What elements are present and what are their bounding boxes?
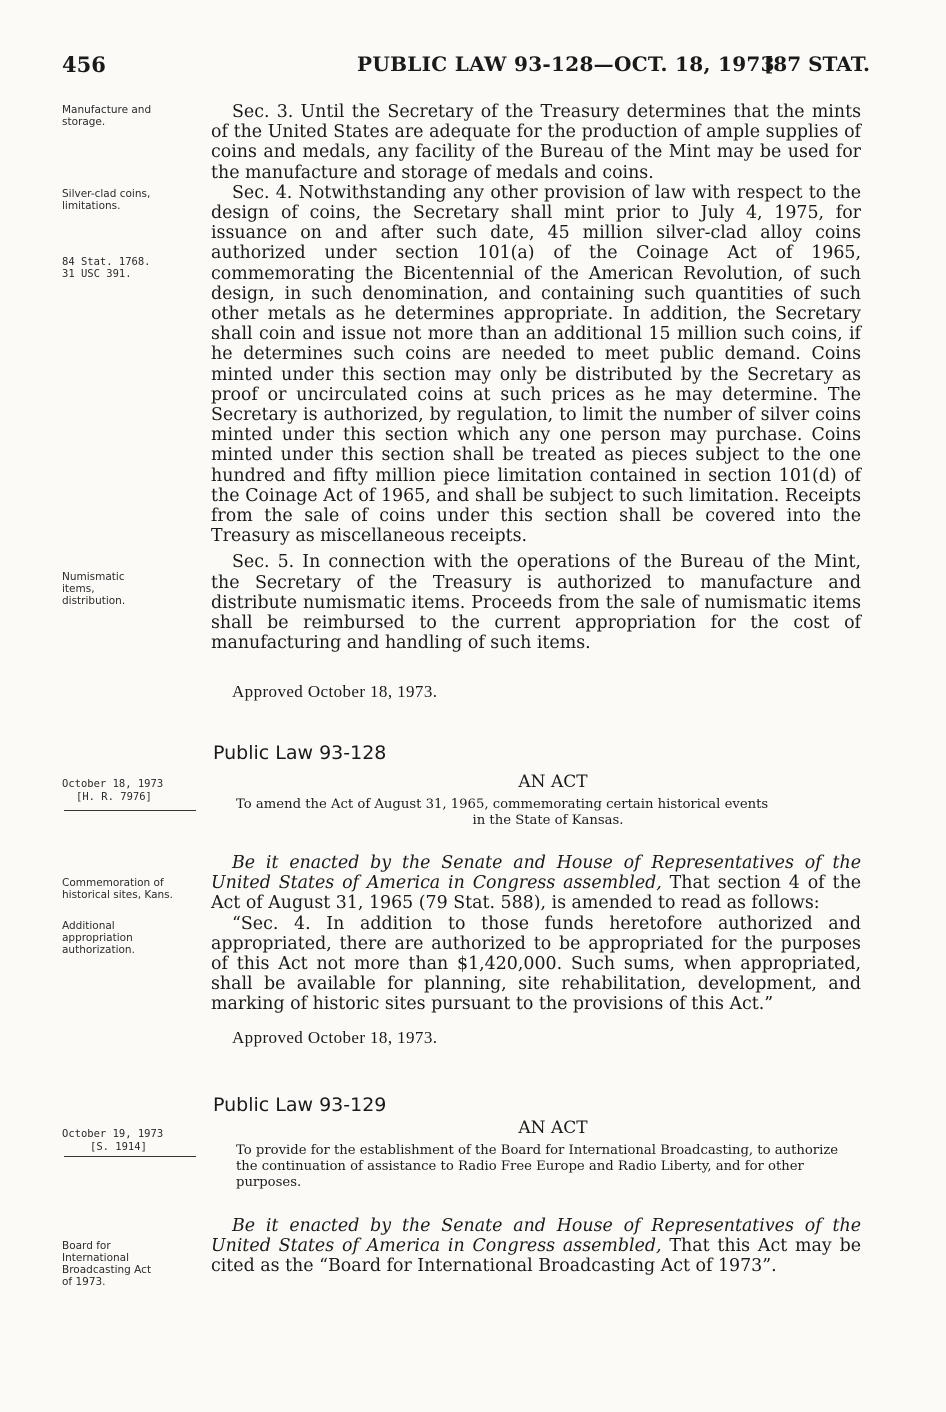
margin-note-board: Board for International Broadcasting Act of 1973. [62, 1240, 152, 1288]
public-law-93-129-title: Public Law 93-129 [213, 1094, 387, 1116]
enacting-formula: Be it enacted by the Senate and House of Representatives of the United States of America in Congress assembled, [211, 853, 861, 894]
margin-note-numismatic: Numismatic items, distribution. [62, 571, 126, 607]
enacting-text: That section 4 of the Act of August 31, 1965 (79 Stat. 588), is amended to read as follows: [211, 873, 861, 914]
public-law-93-128-title: Public Law 93-128 [213, 742, 387, 764]
section-3: Sec. 3. Until the Secretary of the Treasury determines that the mints of the United States are adequate for the production of ample supplies of coins and medals, any facility of the Bureau of the Mint may be used for the manufacture and storage of medals and coins. [211, 102, 861, 183]
margin-note-manufacture: Manufacture and storage. [62, 104, 152, 128]
section-4: Sec. 4. Notwithstanding any other provision of law with respect to the design of coins, the Secretary shall mint prior to July 4, 1975, for issuance on and after such date, 45 million silver-clad alloy coins authorized under section 101(a) of the Coinage Act of 1965, commemorating the Bicentennial of the American Revolution, of such design, in such denomination, and containing such quantities of such other metals as he determines appropriate. In addition, the Secretary shall coin and issue not more than an additional 15 million such coins, if he determines such coins are needed to meet public demand. Coins minted under this section may only be distributed by the Secretary as proof or uncirculated coins at such prices as he may determine. The Secretary is authorized, by regulation, to limit the number of silver coins minted under this section which any one person may purchase. Coins minted under this section shall be treated as pieces subject to the one hundred and fifty million piece limitation contained in section 101(d) of the Coinage Act of 1965, and shall be subject to such limitation. Receipts from the sale of coins under this section shall be covered into the Treasury as miscellaneous receipts. [211, 182, 861, 547]
enacting-clause [211, 853, 861, 914]
pl129-body [211, 1216, 861, 1277]
margin-note-pl128-date: October 18, 1973 [62, 778, 164, 790]
margin-note-citation-stat: 84 Stat. 1768. [62, 256, 151, 268]
margin-divider [64, 810, 196, 811]
act-purpose [236, 797, 860, 829]
act-purpose: To provide for the establishment of the Board for International Broadcasting, to authorize the continuation of assistance to Radio Free Europe and Radio Liberty, and for other purposes. [236, 1143, 839, 1190]
page-number: 456 [62, 52, 106, 77]
statute-reference: [87 STAT. [763, 52, 870, 76]
sections-block [211, 102, 861, 653]
running-title: PUBLIC LAW 93-128—OCT. 18, 1973 [357, 52, 775, 76]
margin-note-pl129-bill: [S. 1914] [90, 1141, 147, 1153]
margin-note-commemoration: Commemoration of historical sites, Kans. [62, 877, 173, 901]
approval-line: Approved October 18, 1973. [232, 1028, 438, 1047]
enacting-clause [211, 1216, 861, 1277]
act-label: AN ACT [518, 772, 588, 792]
pl128-body [211, 853, 861, 1015]
amended-section-4: “Sec. 4. In addition to those funds heretofore authorized and appropriated, there are authorized to be appropriated for the purposes of this Act not more than $1,420,000. Such sums, when appropriated, shall be available for planning, site rehabilitation, development, and marking of historic sites pursuant to the provisions of this Act.” [211, 913, 861, 1015]
margin-note-pl128-bill: [H. R. 7976] [76, 791, 152, 803]
act-label: AN ACT [518, 1118, 588, 1138]
act-purpose-line: in the State of Kansas. [472, 813, 624, 828]
margin-note-additional-appropriation: Additional appropriation authorization. [62, 920, 135, 956]
approval-line: Approved October 18, 1973. [232, 682, 438, 701]
act-purpose-line: To amend the Act of August 31, 1965, commemorating certain historical events [236, 797, 769, 812]
section-5: Sec. 5. In connection with the operations of the Bureau of the Mint, the Secretary of the Treasury is authorized to manufacture and distribute numismatic items. Proceeds from the sale of numismatic items shall be reimbursed to the current appropriation for the cost of manufacturing and handling of such items. [211, 552, 861, 654]
margin-divider [64, 1156, 196, 1157]
running-header [62, 52, 870, 82]
margin-note-citation-usc: 31 USC 391. [62, 268, 132, 280]
margin-note-pl129-date: October 19, 1973 [62, 1128, 164, 1140]
margin-note-silver-clad: Silver-clad coins, limitations. [62, 188, 151, 212]
enacting-formula: Be it enacted by the Senate and House of Representatives of the United States of America in Congress assembled, [211, 1216, 861, 1257]
enacting-text: That this Act may be cited as the “Board for International Broadcasting Act of 1973”. [211, 1236, 861, 1277]
